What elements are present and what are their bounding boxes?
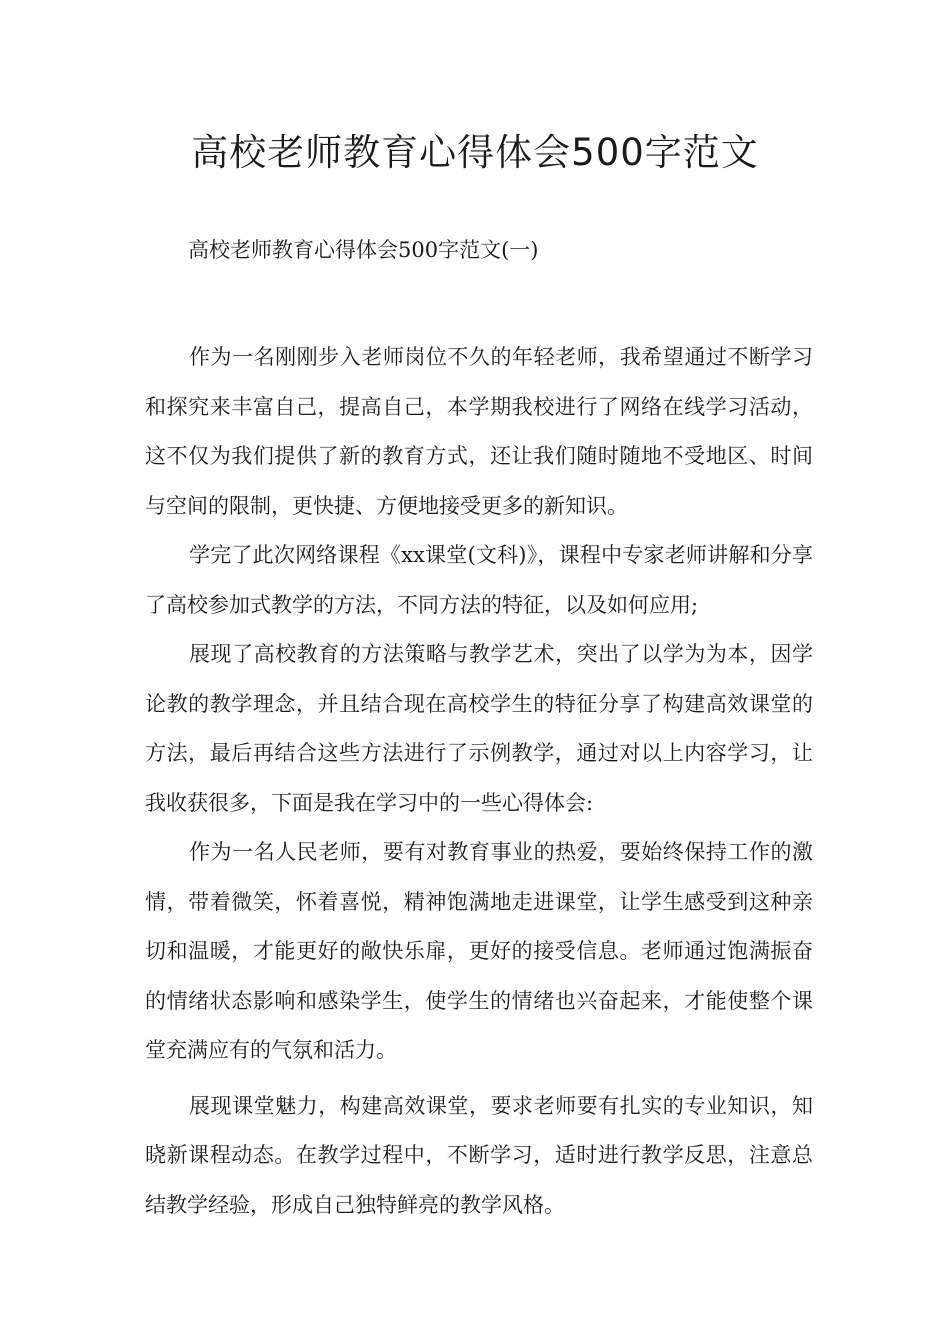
paragraph: 展现了高校教育的方法策略与教学艺术，突出了以学为为本，因学论教的教学理念，并且结合现在高校学生的特征分享了构建高效课堂的方法，最后再结合这些方法进行了示例教学，通过对以上内容学习，让我收获很多，下面是我在学习中的一些心得体会: bbox=[145, 642, 813, 815]
document-body bbox=[145, 333, 813, 1230]
paragraph: 展现课堂魅力，构建高效课堂，要求老师要有扎实的专业知识，知晓新课程动态。在教学过程中，不断学习，适时进行教学反思，注意总结教学经验，形成自己独特鲜亮的教学风格。 bbox=[145, 1093, 813, 1217]
document-title: 高校老师教育心得体会500字范文 bbox=[191, 131, 759, 174]
paragraph: 作为一名刚刚步入老师岗位不久的年轻老师，我希望通过不断学习和探究来丰富自己，提高自己，本学期我校进行了网络在线学习活动，这不仅为我们提供了新的教育方式，还让我们随时随地不受地区、时间与空间的限制，更快捷、方便地接受更多的新知识。 bbox=[145, 345, 813, 518]
document-subtitle: 高校老师教育心得体会500字范文(一) bbox=[188, 238, 539, 262]
paragraph: 学完了此次网络课程《xx课堂(文科)》，课程中专家老师讲解和分享了高校参加式教学的方法，不同方法的特征，以及如何应用; bbox=[145, 543, 813, 617]
paragraph: 作为一名人民老师，要有对教育事业的热爱，要始终保持工作的激情，带着微笑，怀着喜悦，精神饱满地走进课堂，让学生感受到这种亲切和温暖，才能更好的敞快乐扉，更好的接受信息。老师通过饱满振奋的情绪状态影响和感染学生，使学生的情绪也兴奋起来，才能使整个课堂充满应有的气氛和活力。 bbox=[145, 840, 813, 1062]
